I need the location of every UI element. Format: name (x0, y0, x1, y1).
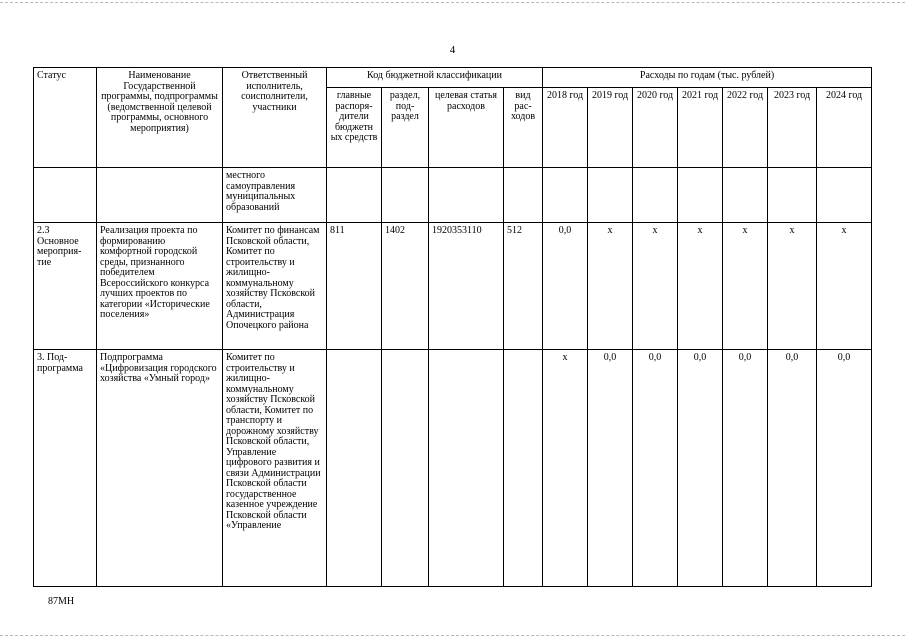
header-section: раздел, под-раздел (382, 88, 429, 168)
row-grbs (327, 168, 382, 223)
header-year: 2022 год (723, 88, 768, 168)
row-value (678, 168, 723, 223)
row-value: x (543, 350, 588, 587)
row-section: 1402 (382, 223, 429, 350)
row-value: x (768, 223, 817, 350)
row-value: 0,0 (633, 350, 678, 587)
header-responsible: Ответственный исполнитель, соисполнители, участники (223, 68, 327, 168)
budget-table (33, 67, 872, 587)
row-value (768, 168, 817, 223)
row-name (97, 168, 223, 223)
header-kind: вид рас-ходов (504, 88, 543, 168)
row-value: 0,0 (768, 350, 817, 587)
header-year: 2019 год (588, 88, 633, 168)
row-value: x (817, 223, 872, 350)
row-status: 3. Под-программа (34, 350, 97, 587)
row-value: x (588, 223, 633, 350)
table-row (34, 223, 872, 350)
row-value: x (723, 223, 768, 350)
row-target (429, 168, 504, 223)
row-value: 0,0 (543, 223, 588, 350)
row-name: Реализация проекта по формированию комфортной городской среды, признанного победителем Всероссийского конкурса лучших проектов по категории «Исторические поселения» (97, 223, 223, 350)
header-year: 2023 год (768, 88, 817, 168)
row-value (723, 168, 768, 223)
row-value: x (633, 223, 678, 350)
row-target (429, 350, 504, 587)
row-value (543, 168, 588, 223)
row-section (382, 350, 429, 587)
row-section (382, 168, 429, 223)
scan-edge-top (0, 2, 905, 3)
header-program-name: Наименование Государственной программы, подпрограммы (ведомственной целевой программы, основного мероприятия) (97, 68, 223, 168)
row-kind (504, 350, 543, 587)
row-value: 0,0 (817, 350, 872, 587)
row-value: x (678, 223, 723, 350)
table-row (34, 168, 872, 223)
row-name: Подпрограмма «Цифровизация городского хозяйства «Умный город» (97, 350, 223, 587)
row-status: 2.3 Основное мероприя-тие (34, 223, 97, 350)
header-expenses: Расходы по годам (тыс. рублей) (543, 68, 872, 88)
row-value: 0,0 (678, 350, 723, 587)
header-status: Статус (34, 68, 97, 168)
row-value: 0,0 (588, 350, 633, 587)
header-year: 2020 год (633, 88, 678, 168)
row-value: 0,0 (723, 350, 768, 587)
header-year: 2021 год (678, 88, 723, 168)
row-value (817, 168, 872, 223)
row-kind: 512 (504, 223, 543, 350)
header-grbs: главные распоря-дители бюджетн ых средств (327, 88, 382, 168)
row-responsible: Комитет по строительству и жилищно-коммунальному хозяйству Псковской области, Комитет по транспорту и дорожному хозяйству Псковской области, Управление цифрового развития и связи Администрации Псковской области государственное казенное учреждение Псковской области «Управление (223, 350, 327, 587)
row-status (34, 168, 97, 223)
row-responsible: Комитет по финансам Псковской области, Комитет по строительству и жилищно-коммунальному хозяйству Псковской области, Администрация Опочецкого района (223, 223, 327, 350)
header-year: 2024 год (817, 88, 872, 168)
scan-edge-bottom (0, 635, 905, 636)
table-row (34, 350, 872, 587)
row-target: 1920353110 (429, 223, 504, 350)
row-grbs (327, 350, 382, 587)
header-year: 2018 год (543, 88, 588, 168)
page-number: 4 (449, 44, 456, 56)
row-grbs: 811 (327, 223, 382, 350)
document-code: 87МН (48, 596, 75, 607)
row-kind (504, 168, 543, 223)
row-value (588, 168, 633, 223)
header-target: целевая статья расходов (429, 88, 504, 168)
header-budget-code: Код бюджетной классификации (327, 68, 543, 88)
row-value (633, 168, 678, 223)
row-responsible: местного самоуправления муниципальных образований (223, 168, 327, 223)
